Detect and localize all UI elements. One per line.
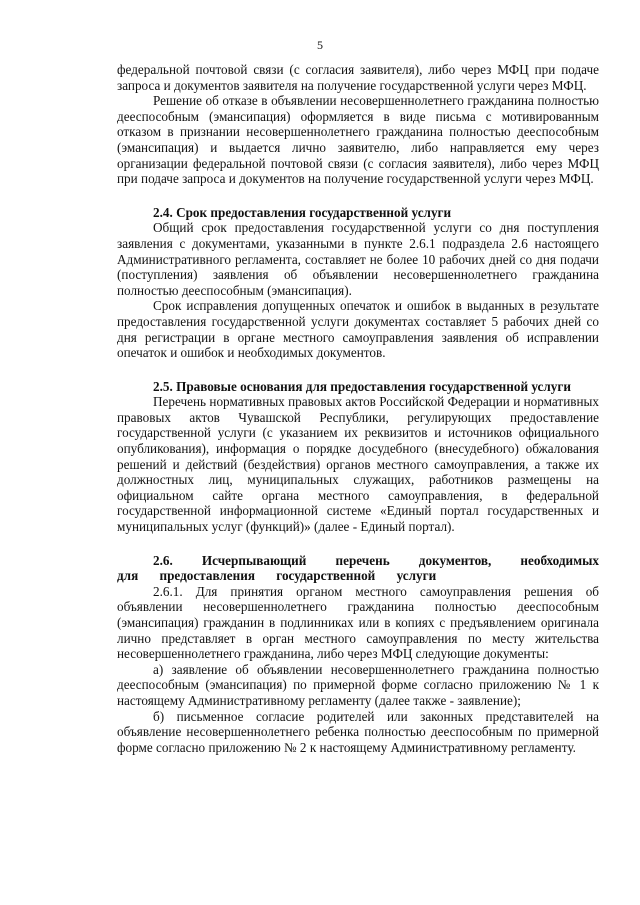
paragraph-refusal: Решение об отказе в объявлении несовершеннолетнего гражданина полностью дееспособным (эмансипация) оформляется в виде письма с мотивированным отказом в признании несовершеннолетнего гражданина полностью дееспособным (эмансипация) и выдается лично заявителю, либо направляется ему через организации федеральной почтовой связи (с согласия заявителя), либо через МФЦ при подаче запроса и документов на получение государственной услуги через МФЦ. (117, 93, 599, 187)
section-2-5-paragraph-1: Перечень нормативных правовых актов Российской Федерации и нормативных правовых актов Чувашской Республики, регулирующих предоставление государственной услуги (с указанием их реквизитов и источников официального опубликования), информация о порядке досудебного (внесудебного) обжалования решений и действий (бездействия) органов местного самоуправления, а также их должностных лиц, муниципальных служащих, работников размещены на официальном сайте органа местного самоуправления, в федеральной государственной информационной системе «Единый портал государственных и муниципальных услуг (функций)» (далее - Единый портал). (117, 394, 599, 535)
paragraph-intro: федеральной почтовой связи (с согласия заявителя), либо через МФЦ при подаче запроса и документов заявителя на получение государственной услуги через МФЦ. (117, 62, 599, 93)
section-2-6-1-paragraph: 2.6.1. Для принятия органом местного самоуправления решения об объявлении несовершеннолетнего гражданина полностью дееспособным (эмансипация) гражданин в подлинниках или в копиях с предъявлением оригинала лично представляет в орган местного самоуправления по месту жительства несовершеннолетнего гражданина, либо через МФЦ следующие документы: (117, 583, 599, 662)
section-2-5-heading: 2.5. Правовые основания для предоставления государственной услуги (153, 378, 571, 394)
page-body (117, 62, 599, 755)
section-2-4-heading: 2.4. Срок предоставления государственной услуги (153, 204, 452, 220)
section-2-6-item-a: а) заявление об объявлении несовершеннолетнего гражданина полностью дееспособным (эмансипация) по примерной форме согласно приложению № 1 к настоящему Административному регламенту (далее также - заявление); (117, 661, 599, 708)
section-2-4-paragraph-1: Общий срок предоставления государственной услуги со дня поступления заявления с документами, указанными в пункте 2.6.1 подраздела 2.6 настоящего Административного регламента, составляет не более 10 рабочих дней со дня подачи (поступления) заявления об объявлении несовершеннолетнего гражданина полностью дееспособным (эмансипация). (117, 220, 599, 298)
section-2-6-heading: 2.6. Исчерпывающий перечень документов, необходимых для предоставления государственной услуги (117, 552, 599, 584)
section-2-6-item-b: б) письменное согласие родителей или законных представителей на объявление несовершеннолетнего ребенка полностью дееспособным по примерной форме согласно приложению № 2 к настоящему Административному регламенту. (117, 708, 599, 755)
section-2-4-paragraph-2: Срок исправления допущенных опечаток и ошибок в выданных в результате предоставления государственной услуги документах составляет 5 рабочих дней со дня регистрации в органе местного самоуправления заявления об исправлении опечаток и ошибок и необходимых документов. (117, 298, 599, 361)
page-number: 5 (317, 38, 323, 52)
